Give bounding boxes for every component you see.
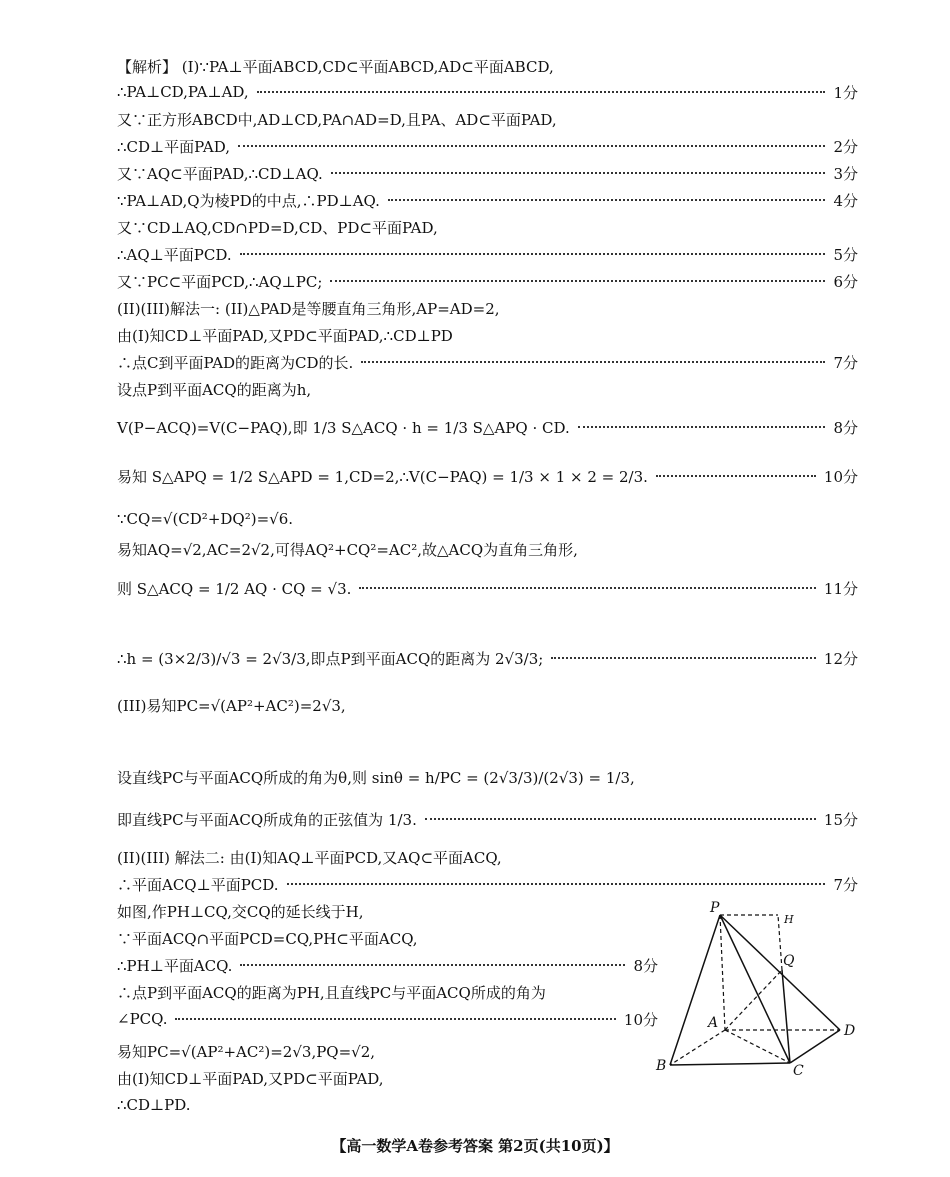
line-text: ∴PA⊥CD,PA⊥AD, — [117, 83, 249, 101]
leader-dots — [388, 199, 826, 201]
solution-line — [117, 189, 858, 211]
solution-line — [117, 270, 858, 292]
score: 3分 — [833, 164, 858, 183]
line-text: ∠PCQ. — [117, 1010, 168, 1028]
line-text: ∴PH⊥平面ACQ. — [117, 956, 233, 975]
solution-line — [117, 873, 858, 895]
line-text: ∴平面ACQ⊥平面PCD. — [117, 875, 279, 894]
solution-line — [117, 135, 858, 157]
line-text: 设点P到平面ACQ的距离为h, — [117, 380, 312, 399]
line-text: ∴h = (3×2/3)/√3 = 2√3/3,即点P到平面ACQ的距离为 2√3/3; — [117, 649, 544, 668]
score: 10分 — [823, 467, 858, 486]
solution-line — [117, 378, 858, 400]
line-text: 设直线PC与平面ACQ所成的角为θ,则 sinθ = h/PC = (2√3/3)/(2√3) = 1/3, — [117, 768, 635, 787]
solution-line — [117, 351, 858, 373]
leader-dots — [175, 1018, 615, 1020]
label-H: H — [784, 913, 794, 926]
solution-line — [117, 465, 858, 487]
score: 4分 — [833, 191, 858, 210]
solution-line — [117, 766, 858, 788]
leader-dots — [425, 818, 816, 820]
solution-line — [117, 416, 858, 438]
solution-line — [117, 297, 858, 319]
solution-line — [117, 243, 858, 265]
solution-line — [117, 647, 858, 669]
solution-line — [117, 324, 858, 346]
solution-line — [117, 927, 658, 949]
line-text: ∵PA⊥AD,Q为棱PD的中点,∴PD⊥AQ. — [117, 191, 380, 210]
page-footer: 【高一数学A卷参考答案 第2页(共10页)】 — [331, 1137, 619, 1155]
solution-line — [117, 846, 858, 868]
score: 5分 — [833, 245, 858, 264]
solution-line — [117, 981, 658, 1003]
leader-dots — [578, 426, 826, 428]
edge-AC — [725, 1030, 790, 1063]
line-text: 如图,作PH⊥CQ,交CQ的延长线于H, — [117, 902, 364, 921]
leader-dots — [287, 883, 826, 885]
edge-CD — [790, 1030, 840, 1063]
solution-line — [117, 162, 858, 184]
solution-line — [117, 808, 858, 830]
leader-dots — [240, 964, 625, 966]
line-text: (III)易知PC=√(AP²+AC²)=2√3, — [117, 696, 346, 715]
line-text: (II)(III)解法一: (II)△PAD是等腰直角三角形,AP=AD=2, — [117, 299, 500, 318]
line-text: 易知PC=√(AP²+AC²)=2√3,PQ=√2, — [117, 1042, 376, 1061]
edge-PA — [720, 915, 725, 1030]
solution-line — [117, 577, 858, 599]
score: 2分 — [833, 137, 858, 156]
line-text: (II)(III) 解法二: 由(I)知AQ⊥平面PCD,又AQ⊂平面ACQ, — [117, 848, 502, 867]
solution-line — [117, 1067, 658, 1089]
line-text: ∴CD⊥PD. — [117, 1096, 191, 1114]
leader-dots — [240, 253, 826, 255]
label-P: P — [710, 900, 720, 916]
edge-QH — [778, 915, 782, 970]
score: 15分 — [823, 810, 858, 829]
leader-dots — [359, 587, 816, 589]
leader-dots — [331, 172, 826, 174]
line-text: 易知AQ=√2,AC=2√2,可得AQ²+CQ²=AC²,故△ACQ为直角三角形, — [117, 540, 578, 559]
line-text: V(P−ACQ)=V(C−PAQ),即 1/3 S△ACQ · h = 1/3 S△APQ · CD. — [117, 418, 570, 437]
score: 10分 — [623, 1010, 658, 1029]
leader-dots — [257, 91, 826, 93]
line-text: 又∵CD⊥AQ,CD∩PD=D,CD、PD⊂平面PAD, — [117, 218, 438, 237]
label-A: A — [708, 1015, 719, 1031]
line-text: 易知 S△APQ = 1/2 S△APD = 1,CD=2,∴V(C−PAQ) = 1/3 × 1 × 2 = 2/3. — [117, 467, 648, 486]
line-text: 即直线PC与平面ACQ所成角的正弦值为 1/3. — [117, 810, 417, 829]
leader-dots — [656, 475, 816, 477]
solution-line — [117, 81, 858, 103]
label-D: D — [844, 1023, 856, 1039]
leader-dots — [238, 145, 825, 147]
edge-AQ — [725, 970, 782, 1030]
edge-PB — [670, 915, 720, 1065]
leader-dots — [330, 280, 825, 282]
line-text: ∴点P到平面ACQ的距离为PH,且直线PC与平面ACQ所成的角为 — [117, 983, 546, 1002]
solution-line — [117, 55, 858, 77]
line-text: ∴AQ⊥平面PCD. — [117, 245, 232, 264]
score: 12分 — [823, 649, 858, 668]
line-text: ∴CD⊥平面PAD, — [117, 137, 230, 156]
line-text: ∵平面ACQ∩平面PCD=CQ,PH⊂平面ACQ, — [117, 929, 418, 948]
solution-line — [117, 900, 658, 922]
label-C: C — [793, 1063, 804, 1079]
line-text: 又∵AQ⊂平面PAD,∴CD⊥AQ. — [117, 164, 323, 183]
score: 7分 — [833, 875, 858, 894]
line-text: 则 S△ACQ = 1/2 AQ · CQ = √3. — [117, 579, 352, 598]
line-text: 又∵PC⊂平面PCD,∴AQ⊥PC; — [117, 272, 323, 291]
solution-line — [117, 694, 858, 716]
score: 6分 — [833, 272, 858, 291]
pyramid-figure — [650, 895, 870, 1085]
solution-line — [117, 108, 858, 130]
solution-line — [117, 1094, 658, 1116]
leader-dots — [361, 361, 825, 363]
solution-line — [117, 216, 858, 238]
solution-line — [117, 508, 858, 530]
edge-PC — [720, 915, 790, 1063]
score: 7分 — [833, 353, 858, 372]
score: 1分 — [833, 83, 858, 102]
line-text: 由(I)知CD⊥平面PAD,又PD⊂平面PAD,∴CD⊥PD — [117, 326, 453, 345]
line-text: ∴点C到平面PAD的距离为CD的长. — [117, 353, 354, 372]
edge-BC — [670, 1063, 790, 1065]
line-text: 由(I)知CD⊥平面PAD,又PD⊂平面PAD, — [117, 1069, 384, 1088]
edge-AB — [670, 1030, 725, 1065]
line-text: ∵CQ=√(CD²+DQ²)=√6. — [117, 510, 294, 528]
solution-line — [117, 538, 858, 560]
score: 8分 — [833, 418, 858, 437]
solution-line — [117, 954, 658, 976]
score: 11分 — [823, 579, 858, 598]
label-Q: Q — [783, 953, 795, 969]
label-B: B — [656, 1058, 667, 1074]
leader-dots — [551, 657, 816, 659]
score: 8分 — [633, 956, 658, 975]
line-text: 又∵正方形ABCD中,AD⊥CD,PA∩AD=D,且PA、AD⊂平面PAD, — [117, 110, 557, 129]
line-text: 【解析】 (I)∵PA⊥平面ABCD,CD⊂平面ABCD,AD⊂平面ABCD, — [117, 57, 554, 76]
solution-line — [117, 1008, 658, 1030]
solution-line — [117, 1040, 658, 1062]
